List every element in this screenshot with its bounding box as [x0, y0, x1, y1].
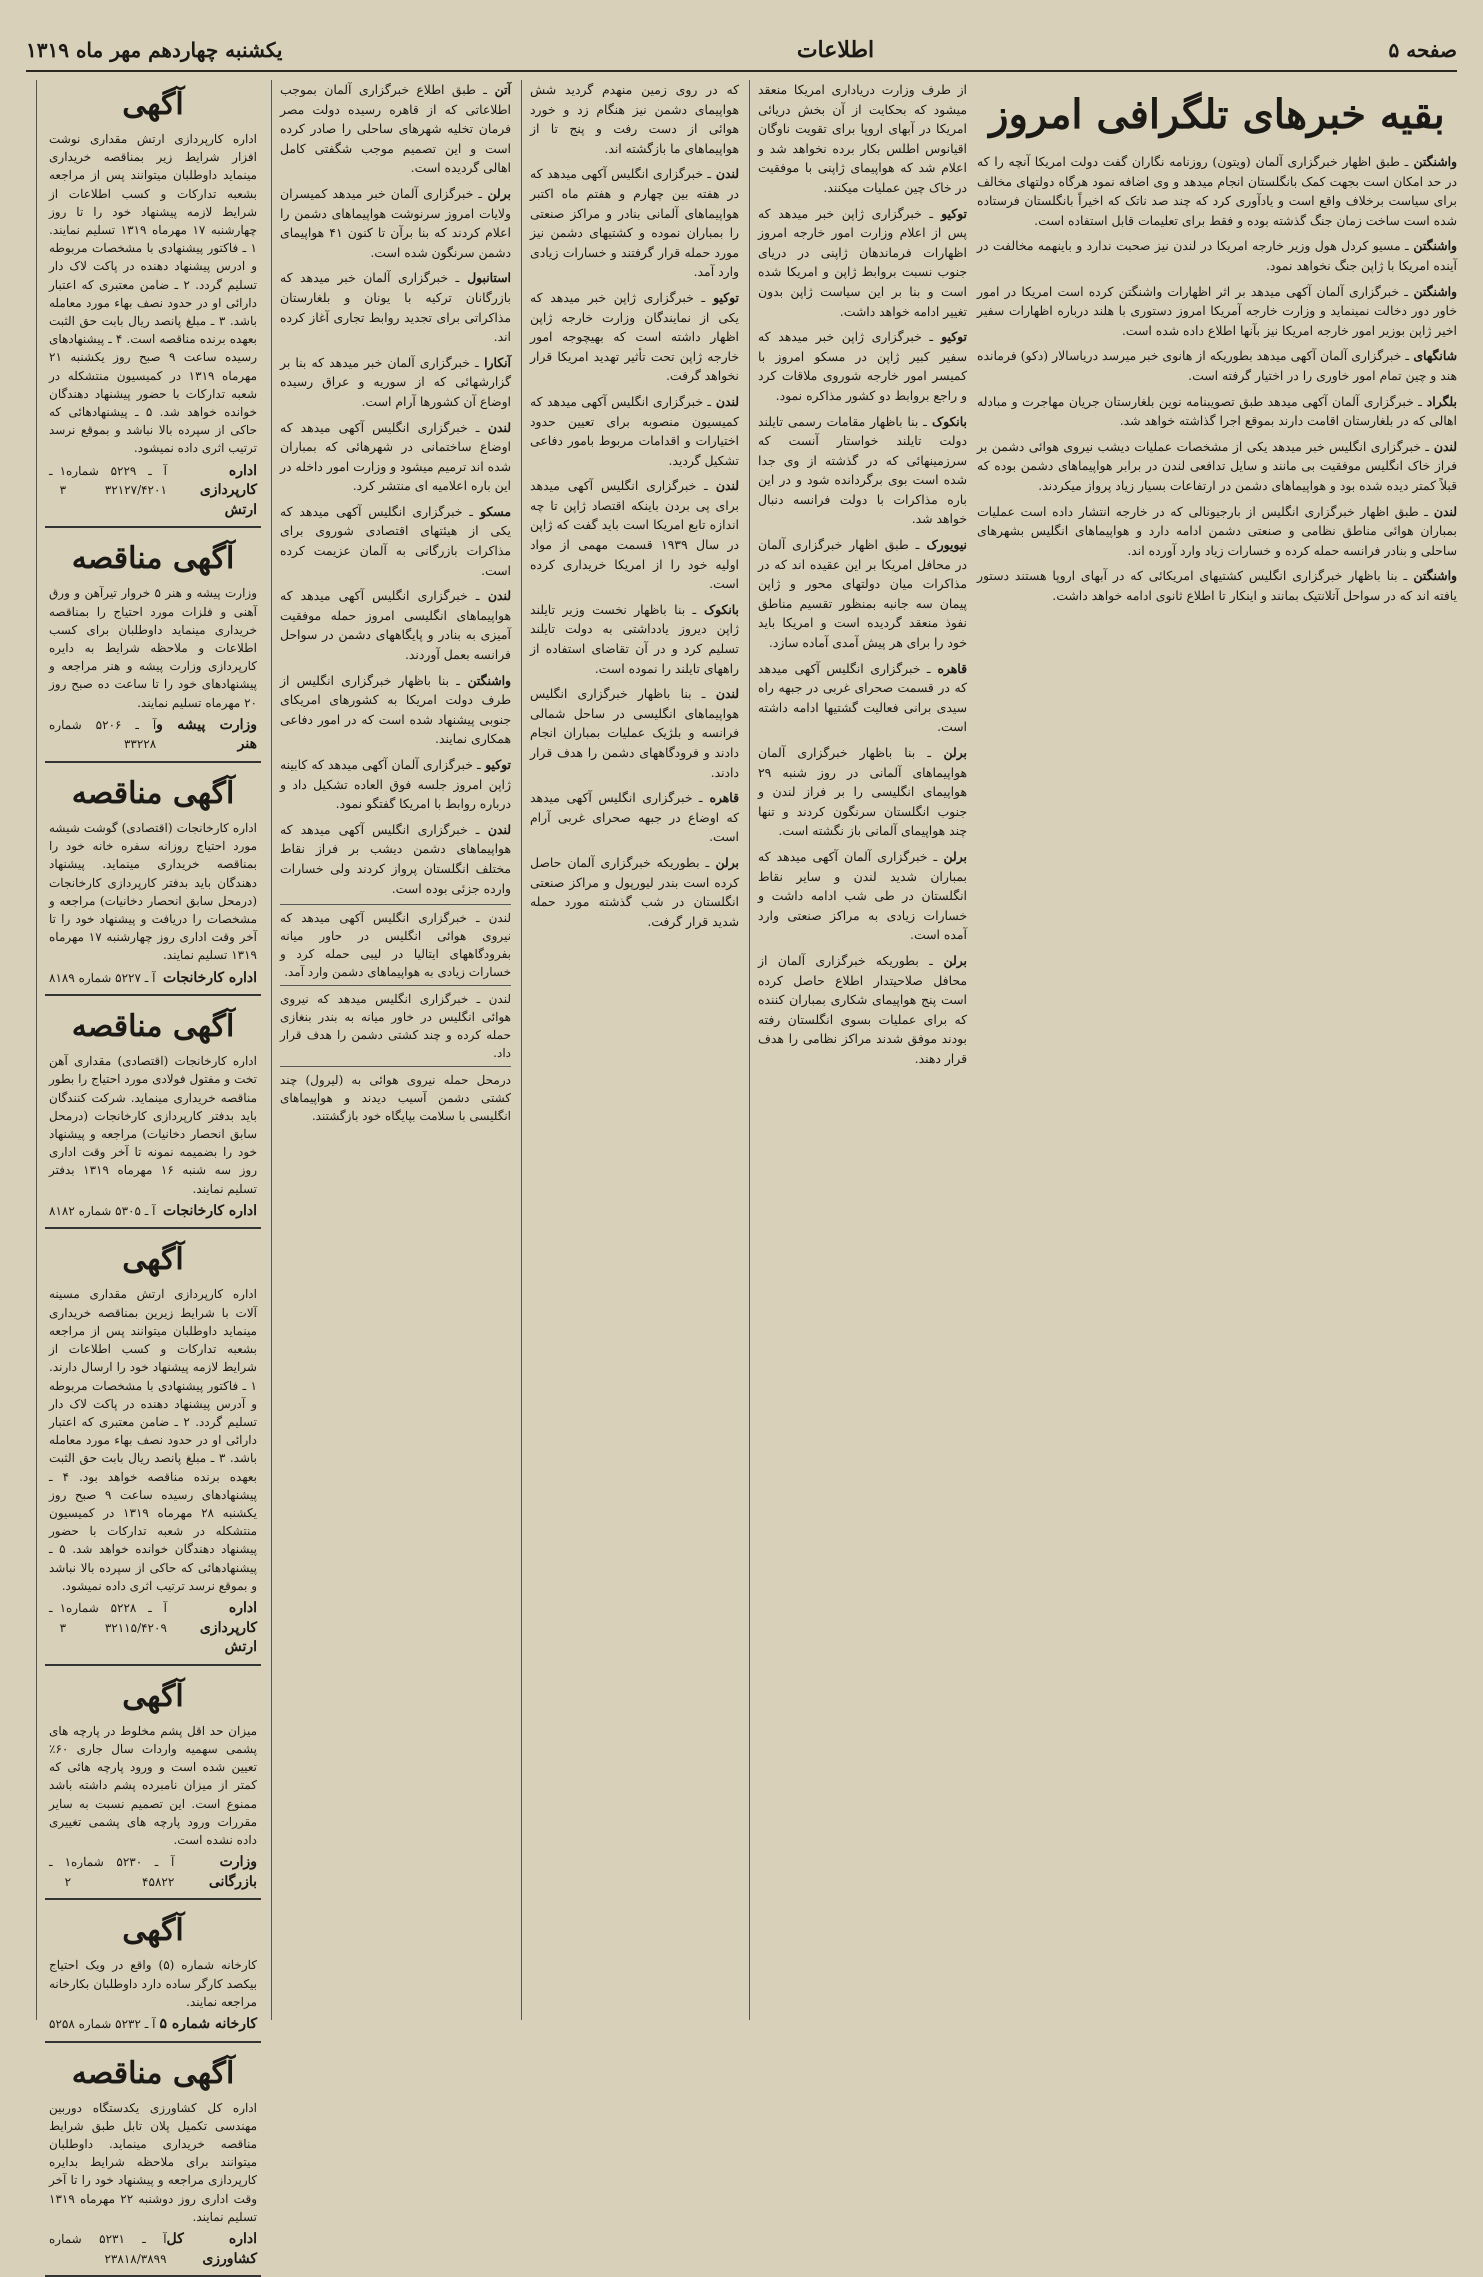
story-text: ـ بنا باظهار خبرگزاری انگلیس هواپیماهای انگلیسی در ساحل شمالی فرانسه و بلژیک عملیات بمباران انجام دادند و فرودگاههای دشمن را هدف قرار دادند. — [530, 686, 739, 780]
story-text: ـ خبرگزاری آلمان خبر میدهد کمیسران ولایات امروز سرنوشت هواپیماهای دشمن را اعلام کردند که بنا برآن تا کنون ۴۱ هواپیمای دشمن سرنگون شده است. — [280, 185, 511, 260]
news-story — [758, 743, 967, 841]
ad-list — [45, 80, 261, 2277]
story-text: ـ بطوریکه خبرگزاری آلمان از محافل صلاحیتدار اطلاع حاصل کرده است پنج هواپیمای شکاری بمباران کننده که برای عملیات بسوی انگلستان رفته بودند موفق شدند مراکز نظامی را هدف قرار دهند. — [758, 952, 967, 1066]
story-dateline: واشنگتن — [1407, 568, 1457, 584]
ad-footer — [49, 1853, 257, 1892]
story-text: ـ خبرگزاری آلمان آکهی میدهد که کابینه ژاپن امروز جلسه فوق العاده تشکیل داد و درباره روابط با امریکا گفتگو نمود. — [280, 757, 511, 812]
story-dateline: واشنگتن — [1407, 283, 1457, 299]
ad-body: اداره کل کشاورزی یکدستگاه دوربین مهندسی تکمیل پلان تابل طبق شرایط مناقصه خریداری مینماید. داوطلبان میتوانند برای ملاحظه شرایط بدایره کارپردازی مراجعه و پیشنهاد خود را تا آخر وقت اداری روز دوشنبه ۲۲ مهرماه ۱۳۱۹ تسلیم نمایند. — [49, 2100, 257, 2224]
ad-signature: وزارت بازرگانی — [208, 1854, 257, 1890]
ad-code: ۱ ـ ۳ — [49, 463, 67, 498]
story-text: ـ خبرگزاری آلمان خبر میدهد که بازرگانان ترکیه با یونان و بلغارستان مذاکراتی برای تجدید روابط تجاری آغاز کرده اند. — [280, 270, 511, 345]
story-text: ـ خبرگزاری انگلیس آکهی میدهد که هواپیماهای دشمن دیشب بر فراز نقاط مختلف انگلستان پرواز کردند ولی خسارات وارده جزئی بوده است. — [280, 821, 511, 896]
story-text: ـ بنا باظهار خبرگزاری آلمان هواپیماهای آلمانی در روز شنبه ۲۹ هواپیمای انگلیسی را بر فراز لندن و جنوب انگلستان سرنگون کردند و تنها چند هواپیمای آلمانی باز نگشته است. — [758, 745, 967, 839]
news-story — [280, 184, 511, 262]
story-text: ـ بنا باظهار مقامات رسمی تایلند دولت تایلند خواستار آنست که سرزمینهائی که در گذشته از وی جدا شده است بوی برگردانده شود و در این باره مذاکرات با دولت فرانسه دنبال خواهد شد. — [758, 413, 967, 527]
story-dateline: برلن — [709, 854, 739, 870]
news-story — [280, 353, 511, 412]
ad-signature: وزارت پیشه و هنر — [156, 716, 257, 753]
ad-title: آگهی مناقصه — [71, 776, 235, 812]
story-text: از طرف وزارت دریاداری امریکا منعقد میشود که بحکایت از آن بخش دریائی امریکا در آبهای اروپا برای تقویت ناوگان اقیانوس اطلس بکار برده نخواهد شد و اعلام شد که هواپیمای ژاپنی با موفقیت در خاک چین عملیات میکنند. — [758, 82, 967, 195]
ad-reference: آ ـ ۵۲۲۸ شماره ۳۲۱۱۵/۴۲۰۹ — [66, 1600, 167, 1635]
ad-reference: آ ـ ۵۲۳۲ شماره ۵۲۵۸ — [49, 2016, 156, 2031]
story-text: ـ خبرگزاری آلمان آکهی میدهد بطوریکه از هانوی خبر میرسد دریاسالار (دکو) فرمانده هند و چین تمام امور خاوری را در اختیار گرفته است. — [977, 348, 1457, 383]
columns — [26, 80, 1457, 2267]
news-story — [530, 164, 739, 282]
column-news-3 — [521, 80, 739, 2020]
ad-footer — [49, 2015, 257, 2035]
story-list — [977, 152, 1457, 605]
story-list — [530, 80, 739, 931]
story-text: ـ خبرگزاری انگلیس آکهی میدهد برای پی بردن باینکه اقتصاد ژاپن تا چه اندازه تابع امریکا است باید گفت که ژاپن در سال ۱۹۳۹ قسمت مهمی از مواد اولیه خود را از امریکا خریداری کرده است. — [530, 478, 739, 592]
ad-body: اداره کارپردازی ارتش مقداری نوشت افزار شرایط زیر بمناقصه خریداری مینماید داوطلبان میتوانند پس از مراجعه بشعبه تدارکات و کسب اطلاعات از شرایط لازمه پیشنهاد خود را تا روز چهارشنبه ۱۷ مهرماه ۱۳۱۹ تسلیم نمایند. ۱ ـ فاکتور پیشنهادی با مشخصات مربوطه و ادرس پیشنهاد دهنده در پاکت لاک دار تسلیم گردد. ۲ ـ ضامن معتبری که اعتبار دارائی او در حدود نصف بهاء مورد معامله باشد. ۳ ـ مبلغ پانصد ریال بابت حق الثبت بعهده برنده مناقصه است. ۴ ـ پیشنهادهای رسیده ساعت ۹ صبح روز یکشنبه ۲۱ مهرماه ۱۳۱۹ در کمیسیون منتشکله در شعبه تدارکات با حضور پیشنهاد دهندگان خوانده خواهد شد. ۵ ـ پیشنهادهائی که حاکی از سپرده بالا نباشد و بموقع نرسد ترتیب اثری داده نمیشود. — [49, 132, 258, 456]
page-label: صفحه ۵ — [1388, 38, 1457, 62]
story-text: ـ خبرگزاری آلمان آکهی میدهد طبق تصویبنامه نوین بلغارستان جریان مهاجرت و مبادله اهالی که در بلغارستان اقامت دارند بموقع اجرا گذاشته خواهد شد. — [977, 393, 1457, 429]
story-dateline: شانگهای — [1408, 348, 1457, 364]
story-dateline: واشنگتن — [1408, 238, 1457, 254]
story-dateline: واشنگتن — [1408, 154, 1457, 169]
news-story — [530, 788, 739, 847]
news-story — [977, 392, 1457, 431]
ad-box — [45, 1672, 261, 1901]
news-story — [758, 327, 967, 405]
ad-signature: کارخانه شماره ۵ — [159, 2015, 257, 2032]
column-telegraph-news — [977, 80, 1457, 2020]
ad-reference: آ ـ ۵۲۳۰ شماره ۴۵۸۲۲ — [71, 1855, 175, 1889]
story-dateline: توکیو — [480, 757, 511, 772]
main-headline: بقیه خبرهای تلگرافی امروز — [989, 91, 1445, 138]
story-dateline: برلن — [937, 848, 967, 864]
story-dateline: لندن — [479, 419, 511, 435]
ad-body: کارخانه شماره (۵) واقع در ویک احتیاج بیکصد کارگر ساده دارد داوطلبان بکارخانه مراجعه نمایند. — [49, 1958, 257, 2009]
story-dateline: توکیو — [705, 289, 740, 305]
story-dateline: آنکارا — [478, 354, 511, 370]
story-text: ـ بطوریکه خبرگزاری آلمان حاصل کرده است بندر لیورپول و مراکز صنعتی انگلستان در شب گذشته مورد حمله شدید قرار گرفت. — [530, 854, 739, 929]
news-story — [530, 600, 739, 678]
news-story — [977, 502, 1457, 561]
news-story — [977, 566, 1457, 605]
ad-title: آگهی مناقصه — [71, 1009, 235, 1045]
ad-body: اداره کارخانجات (اقتصادی) گوشت شیشه مورد احتیاج روزانه سفره خانه خود را بمناقصه خریداری مینماید. پیشنهاد دهندگان باید بدفتر کارپردازی کارخانجات (درمحل سابق انحصار دخانیات) مراجعه و مشخصات را دریافت و پیشنهاد خود را تا آخر وقت اداری روز چهارشنبه ۱۷ مهرماه ۱۳۱۹ تسلیم نمایند. — [49, 821, 257, 963]
ad-title: آگهی — [122, 87, 184, 122]
story-text: ـ طبق اطلاع خبرگزاری آلمان بموجب اطلاعاتی که از قاهره رسیده دولت مصر فرمان تخلیه شهرهای ساحلی را صادر کرده است و این تصمیم موجب شگفتی کامل اهالی گردیده است. — [280, 82, 511, 176]
news-story — [280, 586, 511, 664]
news-story — [758, 412, 967, 530]
story-dateline: لندن — [711, 166, 739, 182]
news-story — [280, 671, 511, 749]
news-story — [280, 502, 511, 580]
story-dateline: لندن — [1429, 438, 1457, 454]
story-text: ـ خبرگزاری آلمان آکهی میدهد که بمباران شدید لندن و سایر نقاط انگلستان در طی شب ادامه داشت و خسارات زیادی به مراکز صنعتی وارد آمده است. — [758, 848, 967, 943]
news-story — [758, 659, 967, 737]
news-story — [280, 268, 511, 346]
ad-footer — [49, 716, 257, 755]
ad-footer — [49, 462, 257, 521]
news-story — [280, 820, 511, 898]
story-text: ـ طبق اظهار خبرگزاری آلمان (ویتون) روزنامه نگاران گفت دولت امریکا آنچه را که در حد امکان است بجهت کمک بانگلستان انجام میدهد و وی اضافه نمود هرگاه دولتهای مخالف برای سیاست برخلاف واقع است و یادآوری کرد که چند صد ناتک که اخیراً بانگلستان فرستاده شده است ساخت زمان جنگ گذشته بوده و فقط برای تعلیمات قابل استفاده است. — [977, 154, 1457, 228]
paper-name: اطلاعات — [796, 37, 875, 63]
ad-signature: اداره کارخانجات — [163, 1202, 257, 1219]
story-dateline: لندن — [705, 686, 739, 702]
news-story — [530, 476, 739, 594]
story-dateline: برلن — [931, 745, 967, 760]
story-text: ـ خبرگزاری ژاپن خبر میدهد که یکی از نمایندگان وزارت خارجه ژاپن اظهار داشته است که بهیچوجه امور خارجه ژاپن تحت تأثیر تهدید امریکا قرار نخواهد گرفت. — [530, 289, 739, 384]
ad-title: آگهی مناقصه — [71, 2055, 235, 2091]
masthead — [26, 30, 1457, 72]
ad-body: میزان حد اقل پشم مخلوط در پارچه های پشمی سهمیه واردات سال جاری ۶۰٪ تعیین شده است و ورود پارچه هائی که کمتر از میزان نامبرده پشم داشته باشد ممنوع است. این تصمیم نسبت به سایر مقررات ورود پارچه های پشمی تغییری داده نشده است. — [49, 1723, 257, 1847]
story-list — [280, 80, 511, 898]
story-text: ـ خبرگزاری انگلیس آکهی میدهد که یکی از هیئتهای اقتصادی شوروی برای مذاکرات بازرگانی به آلمان عزیمت کرده است. — [280, 503, 511, 578]
story-text: ـ بنا باظهار خبرگزاری انگلیس از طرف دولت امریکا به کشورهای امریکای جنوبی پیشنهاد شده است که در امور دفاعی همکاری نمایند. — [280, 672, 511, 747]
story-text: ـ مسیو کردل هول وزیر خارجه امریکا در لندن نیز صحبت ندارد و باینهمه مخالفت در آینده امریکا با ژاپن جنگ نخواهد نمود. — [977, 238, 1457, 273]
news-story — [530, 392, 739, 470]
story-dateline: لندن — [1427, 503, 1457, 519]
story-dateline: بلگراد — [1421, 393, 1457, 409]
ad-reference: آ ـ ۵۲۲۷ شماره ۸۱۸۹ — [49, 970, 156, 985]
ad-box — [45, 1906, 261, 2042]
story-text: ـ خبرگزاری انگلیس آکهی میدهد که اوضاع در جبهه صحرای غربی آرام است. — [530, 790, 739, 845]
ad-code: ۱ ـ ۳ — [49, 1600, 67, 1635]
story-text: ـ خبرگزاری انگلیس آکهی میدهد که در هفته بین چهارم و هفتم ماه اکتبر هواپیماهای آلمانی بنادر و مراکز صنعتی را بمباران نموده و کشتیهای دشمن نیز مورد حمله قرار گرفتند و خسارات زیادی وارد آمد. — [530, 166, 739, 280]
bottom-note: لندن ـ خبرگزاری انگلیس آکهی میدهد که نیروی هوائی انگلیس در حاور میانه بفرودگاههای ایتالیا در لیبی حمله کرد و خسارات زیادی به هواپیماهای دشمن وارد آمد. — [280, 904, 511, 981]
news-story — [758, 847, 967, 945]
ad-signature: اداره کارپردازی ارتش — [199, 1599, 257, 1656]
ad-reference: آ ـ ۵۲۲۹ شماره ۳۲۱۲۷/۴۲۰۱ — [66, 463, 167, 498]
story-text: ـ خبرگزاری انگلیس آکهی میدهد که کمیسیون منصوبه برای تعیین حدود اختیارات و اقدامات مربوط بامور دفاعی تشکیل گردید. — [530, 393, 739, 468]
story-text: ـ خبرگزاری انگلیس آکهی میدهد که در قسمت صحرای غربی در جبهه راه سیدی برانی فعالیت گشتیها ادامه داشته است. — [758, 660, 967, 735]
bottom-note: لندن ـ خبرگزاری انگلیس میدهد که نیروی هوائی انگلیس در خاور میانه به بندر بنغازی حمله کرده و چند کشتی دشمن را هدف قرار داد. — [280, 985, 511, 1062]
story-text: ـ خبرگزاری انگلیس خبر میدهد یکی از مشخصات عملیات دیشب نیروی هوائی دشمن بر فراز خاک انگلیس موفقیت بی مانند و سایل تدافعی لندن در برابر هواپیماهای دشمن بوده که قبلاً کمتر دیده شده بود و هواپیماهای دشمن در ارتفاعات بسیار زیاد پرواز میکردند. — [977, 438, 1457, 493]
ad-title: آگهی — [122, 1242, 184, 1278]
news-story — [530, 80, 739, 158]
ad-footer — [49, 969, 257, 989]
bottom-notes — [280, 904, 511, 1125]
ad-signature: اداره کل کشاورزی — [166, 2230, 257, 2267]
ad-box — [45, 80, 261, 528]
ad-box — [45, 769, 261, 996]
story-text: ـ خبرگزاری آلمان خبر میدهد که بنا بر گزارشهائی که از سوریه و عراق رسیده اوضاع آن کشورها آرام است. — [280, 354, 511, 409]
story-dateline: لندن — [479, 588, 511, 604]
story-dateline: توکیو — [933, 205, 968, 221]
story-dateline: واشنگتن — [459, 672, 512, 688]
ad-signature: اداره کارپردازی ارتش — [199, 462, 257, 518]
column-ads — [36, 80, 261, 2267]
ad-title: آگهی مناقصه — [71, 541, 235, 577]
ad-box — [45, 2049, 261, 2277]
ad-code: ۱ ـ ۲ — [49, 1855, 72, 1889]
ad-body: اداره کارپردازی ارتش مقداری مسینه آلات با شرایط زیرین بمناقصه خریداری مینماید داوطلبان میتوانند پس از مراجعه بشعبه تدارکات و کسب اطلاعات از شرایط لازمه پیشنهاد خود را ارسال دارند. ۱ ـ فاکتور پیشنهادی با مشخصات مربوطه و آدرس پیشنهاد دهنده در پاکت لاک دار تسلیم گردد. ۲ ـ ضامن معتبری که اعتبار دارائی او در حدود نصف بهاء مورد معامله باشد. ۳ ـ مبلغ پانصد ریال بابت حق الثبت بعهده برنده مناقصه خواهد بود. ۴ ـ پیشنهادهای رسیده ساعت ۹ صبح روز یکشنبه ۲۸ مهرماه ۱۳۱۹ در کمیسیون منتشکله در شعبه تدارکات با حضور پیشنهاد دهندگان خوانده خواهد شد. ۵ ـ پیشنهادهائی که حاکی از سپرده بالا نباشد و بموقع نرسد ترتیب اثری داده نمیشود. — [49, 1287, 257, 1593]
story-text: ـ خبرگزاری ژاپن خبر میدهد که پس از اعلام وزارت امور خارجه امروز اظهارات فرماندهان ژاپنی در دریای جنوب نسبت بروابط ژاپن و امریکا شده است و بنا بر این سیاست ژاپن بدون تغییر ادامه خواهد داشت. — [758, 205, 967, 319]
story-list — [758, 80, 967, 1069]
news-story — [530, 853, 739, 931]
bottom-note: درمحل حمله نیروی هوائی به (لیرول) چند کشتی دشمن آسیب دیدند و هواپیماهای انگلیسی با سلامت بپایگاه خود بازگشتند. — [280, 1066, 511, 1125]
story-text: که در روی زمین منهدم گردید شش هواپیمای دشمن نیز هنگام زد و خورد هوائی از دست رفت و پنج تا از هواپیماهای ما بازگشته اند. — [530, 82, 739, 156]
news-story — [977, 236, 1457, 275]
story-dateline: قاهره — [930, 660, 967, 676]
news-story — [280, 418, 511, 496]
news-story — [758, 535, 967, 653]
news-story — [758, 80, 967, 198]
story-dateline: نیویورک — [919, 537, 968, 553]
story-dateline: توکیو — [933, 329, 968, 345]
column-news-4 — [271, 80, 511, 2020]
news-story — [977, 152, 1457, 230]
ad-title: آگهی — [122, 1913, 184, 1949]
ad-reference: آ ـ ۵۲۰۶ شماره ۳۳۲۲۸ — [49, 717, 157, 752]
news-story — [280, 80, 511, 178]
story-dateline: استانبول — [459, 270, 511, 286]
news-story — [977, 437, 1457, 496]
news-story — [977, 346, 1457, 385]
news-story — [280, 755, 511, 814]
story-dateline: مسکو — [472, 503, 511, 519]
ad-body: اداره کارخانجات (اقتصادی) مقداری آهن تخت و مفتول فولادی مورد احتیاج را بطور مناقصه خریداری مینماید. شرکت کنندگان باید بدفتر کارپردازی کارخانجات (درمحل سابق انحصار دخانیات) مراجعه و پیشنهاد خود را بضمیمه نمونه تا آخر وقت اداری روز سه شنبه ۱۶ مهرماه ۱۳۱۹ بدفتر تسلیم نمایند. — [49, 1054, 257, 1196]
story-text: ـ طبق اظهار خبرگزاری آلمان در محافل امریکا بر این عقیده اند که در مذاکرات میان دولتهای محور و ژاپن پیمان سه جانبه بمنظور تقسیم مناطق نفوذ منعقد گردیده است و امریکا باید خود را برای هر پیش آمدی آماده سازد. — [758, 537, 967, 651]
story-dateline: آتن — [486, 82, 511, 97]
story-text: ـ طبق اظهار خبرگزاری انگلیس از بارجیونالی که در خارجه انتشار داده است عملیات بمباران هوائی مناطق نظامی و صنعتی دشمن ادامه دارد و هواپیماهای انگلیس بشهرهای ساحلی و بنادر فرانسه حمله کرده و خسارات زیاد وارد آورده اند. — [977, 503, 1457, 558]
ad-box — [45, 1235, 261, 1665]
story-dateline: برلن — [482, 185, 511, 201]
story-text: ـ خبرگزاری آلمان آکهی میدهد بر اثر اظهارات واشنگتن کرده است امریکا در امور خاور دور دخالت نمینماید و وزارت خارجه آمریکا امروز دستوری با هلند درباره اظهارات سفیر اخیر ژاپن بوزیر امور خارجه امریکا نیز بآنها اطلاع داده شده است. — [977, 283, 1457, 338]
ad-footer — [49, 1202, 257, 1222]
story-dateline: قاهره — [702, 790, 739, 806]
ad-body: وزارت پیشه و هنر ۵ خروار تیرآهن و ورق آهنی و فلزات مورد احتیاج را بمناقصه خریداری مینماید داوطلبان برای کسب اطلاعات و ملاحظه شرایط به دایره کارپردازی وزارت پیشه و هنر مراجعه و پیشنهادهای خود را تا ساعت ده صبح روز ۲۰ مهرماه تسلیم نمایند. — [49, 586, 257, 710]
story-text: ـ خبرگزاری انگلیس آکهی میدهد که هواپیماهای انگلیسی امروز حمله موفقیت آمیزی به بنادر و پایگاههای دشمن در سواحل فرانسه بعمل آوردند. — [280, 588, 511, 663]
ad-reference: آ ـ ۵۳۰۵ شماره ۸۱۸۲ — [49, 1203, 156, 1218]
column-news-2 — [749, 80, 967, 2020]
ad-reference: آ ـ ۵۲۳۱ شماره ۲۳۸۱۸/۳۸۹۹ — [49, 2231, 167, 2266]
news-story — [758, 951, 967, 1069]
story-dateline: لندن — [711, 393, 739, 409]
news-story — [530, 684, 739, 782]
story-dateline: بانکوک — [926, 413, 967, 429]
ad-box — [45, 1002, 261, 1229]
story-dateline: لندن — [707, 478, 739, 494]
ad-footer — [49, 1599, 257, 1658]
news-story — [758, 204, 967, 322]
ad-box — [45, 534, 261, 763]
news-story — [977, 282, 1457, 341]
issue-date: یکشنبه چهاردهم مهر ماه ۱۳۱۹ — [26, 38, 283, 62]
story-text: ـ بنا باظهار نخست وزیر تایلند ژاپن دیروز یادداشتی به دولت تایلند تسلیم کرد و در آن تقاضای استفاده از راههای تایلند را نموده است. — [530, 601, 739, 676]
story-dateline: بانکوک — [696, 601, 739, 617]
story-text: ـ خبرگزاری ژاپن خبر میدهد که سفیر کبیر ژاپن در مسکو امروز با کمیسر امور خارجه شوروی ملاقات کرد و راجع بروابط دو کشور مذاکره نمود. — [758, 329, 967, 403]
ad-title: آگهی — [122, 1678, 184, 1714]
story-text: ـ بنا باظهار خبرگزاری انگلیس کشتیهای امریکائی که در آبهای اروپا هستند دستور یافته اند که در سواحل آتلانتیک بمانند و اینکار تا اطلاع ثانوی ادامه خواهد داشت. — [977, 568, 1457, 603]
news-story — [530, 288, 739, 386]
story-text: ـ خبرگزاری انگلیس آکهی میدهد که اوضاع ساختمانی در شهرهائی که بمباران شده اند ترمیم میشود و وزارت امور داخله در این باره اعلامیه ای منتشر کرد. — [280, 419, 511, 494]
ad-signature: اداره کارخانجات — [163, 969, 257, 986]
story-dateline: برلن — [932, 952, 968, 968]
ad-footer — [49, 2230, 257, 2269]
story-dateline: لندن — [479, 821, 511, 837]
